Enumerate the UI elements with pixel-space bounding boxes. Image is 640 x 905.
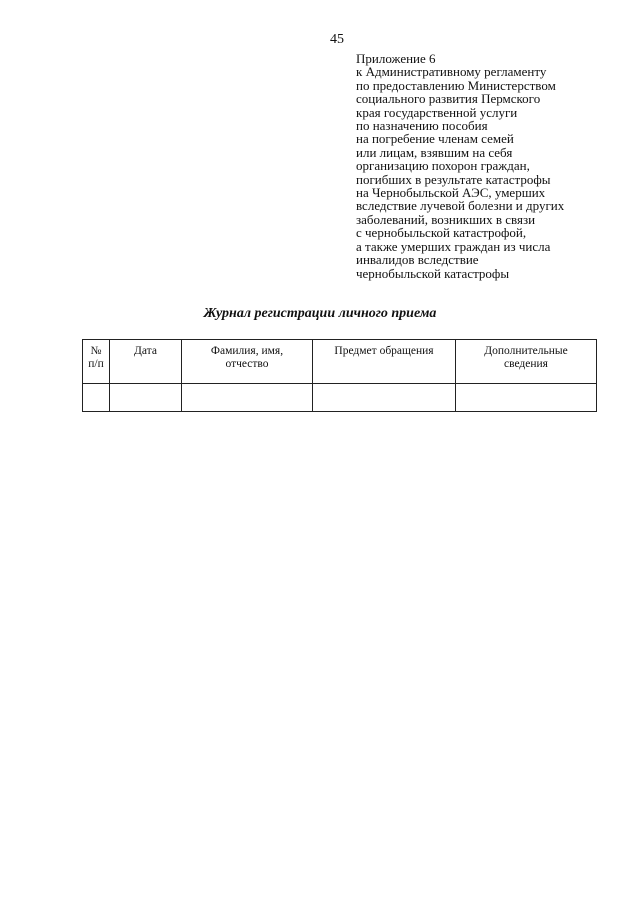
col-header-subject-line: Предмет обращения — [334, 345, 434, 357]
col-header-additional-line: Дополнительные — [484, 345, 568, 357]
col-header-fullname-line: Фамилия, имя, — [210, 345, 284, 357]
table-row — [83, 384, 597, 412]
appendix-line: инвалидов вследствие — [356, 252, 479, 268]
journal-header-row — [83, 340, 597, 384]
appendix-line: вследствие лучевой болезни и других — [356, 198, 565, 214]
appendix-line: к Административному регламенту — [356, 64, 547, 80]
appendix-line: на Чернобыльской АЭС, умерших — [356, 185, 546, 201]
table-cell — [182, 384, 313, 412]
col-header-fullname-line: отчество — [225, 358, 269, 370]
table-cell — [313, 384, 456, 412]
appendix-line: заболеваний, возникших в связи — [356, 211, 536, 227]
journal-table — [82, 339, 597, 412]
col-header-number — [83, 340, 110, 384]
appendix-line: а также умерших граждан из числа — [356, 238, 551, 254]
table-cell — [110, 384, 182, 412]
col-header-date-line: Дата — [134, 345, 157, 357]
col-header-number-line: № — [90, 345, 102, 357]
appendix-line: по назначению пособия — [356, 118, 488, 134]
col-header-additional-line: сведения — [504, 358, 548, 370]
appendix-line: социального развития Пермского — [356, 91, 541, 107]
appendix-line: организацию похорон граждан, — [356, 158, 530, 174]
col-header-additional — [456, 340, 597, 384]
page-number: 45 — [330, 32, 344, 47]
appendix-line: по предоставлению Министерством — [356, 77, 556, 93]
col-header-date — [110, 340, 182, 384]
appendix-line: на погребение членам семей — [356, 131, 514, 147]
table-cell — [83, 384, 110, 412]
appendix-line: или лицам, взявшим на себя — [356, 144, 513, 160]
appendix-line: Приложение 6 — [356, 51, 436, 66]
appendix-line: с чернобыльской катастрофой, — [356, 225, 527, 241]
appendix-line: края государственной услуги — [356, 104, 518, 120]
col-header-number-line: п/п — [88, 358, 104, 370]
appendix-line: погибших в результате катастрофы — [356, 171, 551, 187]
col-header-subject — [313, 340, 456, 384]
appendix-block — [356, 52, 626, 280]
appendix-line: чернобыльской катастрофы — [356, 265, 510, 281]
col-header-fullname — [182, 340, 313, 384]
journal-title: Журнал регистрации личного приема — [203, 306, 437, 321]
table-cell — [456, 384, 597, 412]
